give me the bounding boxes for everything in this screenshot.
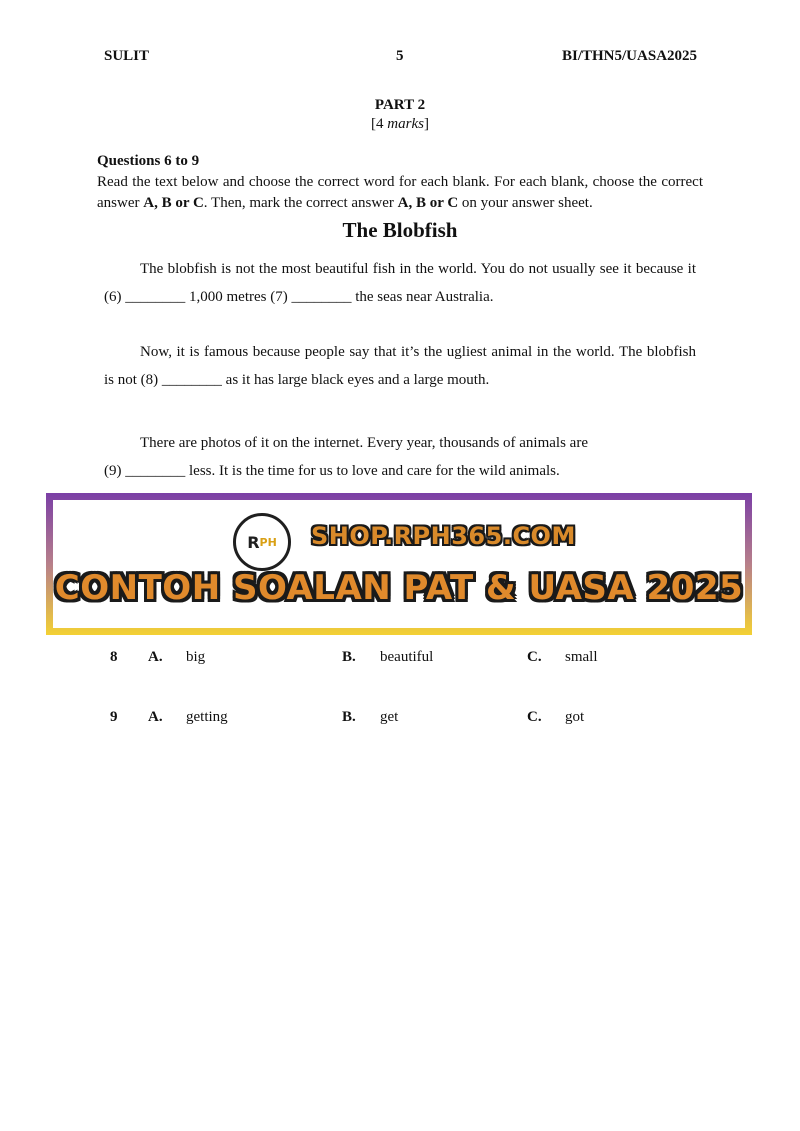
paper-code: BI/THN5/UASA2025 (562, 48, 698, 64)
paragraph-text: (9) ________ less. It is the time for us to love and care for the wild animals. (104, 463, 560, 479)
question-number: 8 (110, 649, 118, 665)
option-text-c: got (565, 709, 585, 725)
logo-letter: R (247, 532, 260, 552)
promo-headline: CONTOH SOALAN PAT & UASA 2025 (54, 568, 744, 608)
logo-ph: PH (259, 535, 277, 549)
instruction-part-2: . Then, mark the correct answer (203, 195, 398, 211)
paragraph-text: There are photos of it on the internet. Every year, thousands of animals are (140, 435, 588, 451)
option-row-9 (0, 709, 800, 731)
header-sulit: SULIT (104, 48, 150, 64)
option-text-c: small (565, 649, 598, 665)
option-label-a: A. (148, 709, 163, 725)
marks-open: [4 (371, 116, 388, 132)
part-title: PART 2 (374, 97, 426, 113)
instruction-text (97, 172, 703, 214)
story-paragraph-1 (104, 255, 696, 311)
story-title: The Blobfish (342, 218, 458, 242)
story-paragraph-3 (104, 429, 696, 457)
instruction-bold-1: A, B or C (143, 195, 204, 211)
option-label-a: A. (148, 649, 163, 665)
marks-close: ] (423, 116, 429, 132)
paragraph-text: Now, it is famous because people say that it’s the ugliest animal in the world. The blobfish is not (8) ________ as it has large black eyes and a large mouth. (104, 344, 696, 388)
promo-banner (46, 493, 752, 635)
instruction-part-3: on your answer sheet. (458, 195, 593, 211)
story-paragraph-3-cont (104, 457, 696, 485)
option-row-8 (0, 649, 800, 671)
option-text-b: get (380, 709, 399, 725)
option-label-b: B. (342, 649, 356, 665)
paragraph-text: The blobfish is not the most beautiful fish in the world. You do not usually see it because it (6) ________ 1,000 metres (7) ________ the seas near Australia. (104, 261, 696, 305)
marks-word: marks (387, 116, 424, 132)
questions-heading: Questions 6 to 9 (97, 153, 200, 169)
option-text-a: big (186, 649, 206, 665)
page-number: 5 (396, 48, 404, 64)
option-label-c: C. (527, 649, 542, 665)
option-text-b: beautiful (380, 649, 434, 665)
shop-url: SHOP.RPH365.COM (311, 522, 576, 550)
option-label-c: C. (527, 709, 542, 725)
option-text-a: getting (186, 709, 228, 725)
question-number: 9 (110, 709, 118, 725)
instruction-part-1: Read the text below and choose the correct word for each blank. For each blank, choose the correct answer (97, 174, 703, 211)
part-marks (0, 116, 800, 133)
option-label-b: B. (342, 709, 356, 725)
rph365-logo (233, 513, 291, 571)
instruction-bold-2: A, B or C (397, 195, 459, 211)
story-paragraph-2 (104, 338, 696, 394)
